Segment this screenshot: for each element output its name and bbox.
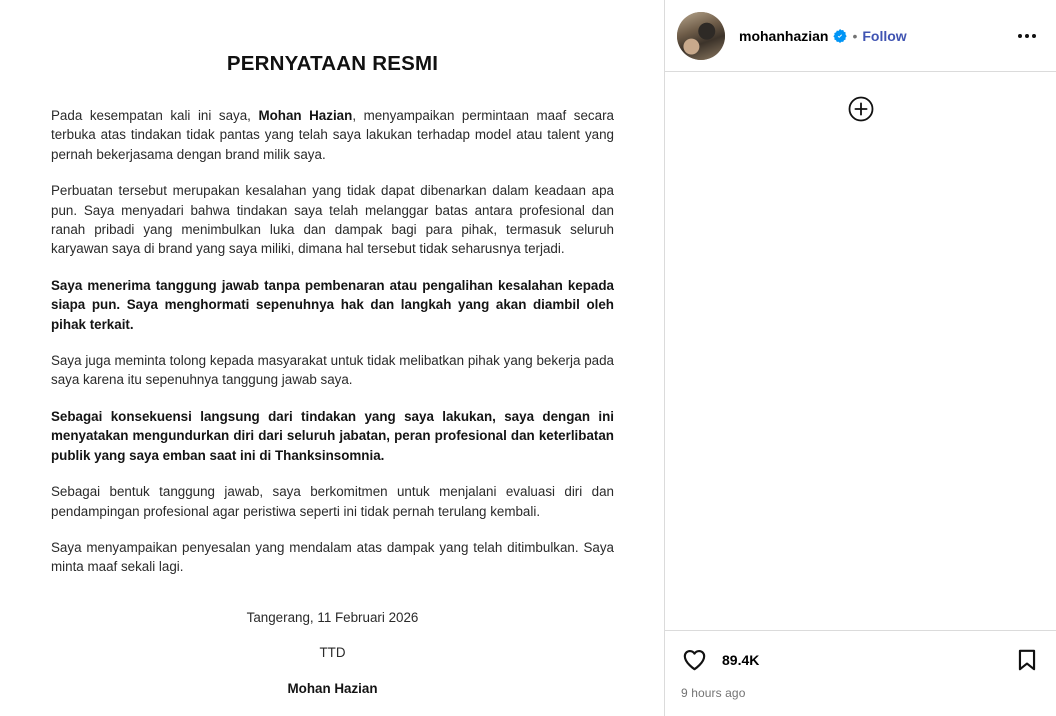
paragraph-text: Pada kesempatan kali ini saya, [51,108,259,123]
paragraph-text: , menyampaikan permintaan maaf secara terbuka atas tindakan tidak pantas yang telah saya lakukan terhadap model atau talent yang pernah bekerjasama dengan brand milik saya. [51,108,614,162]
statement-document [51,0,614,698]
post-timestamp: 9 hours ago [681,686,746,700]
header-separator: • [852,27,858,44]
paragraph-text: Sebagai bentuk tanggung jawab, saya berkomitmen untuk menjalani evaluasi diri dan pendampingan profesional agar peristiwa seperti ini tidak pernah terulang kembali. [51,484,614,519]
document-title: PERNYATAAN RESMI [226,52,439,75]
document-paragraph [51,407,614,465]
signature-name: Mohan Hazian [287,680,378,696]
document-body [51,106,614,577]
plus-circle-icon[interactable] [847,95,875,123]
more-options-icon [1015,24,1039,48]
bookmark-icon [1014,647,1040,673]
follow-button[interactable]: Follow [862,27,907,44]
document-paragraph [51,106,614,164]
paragraph-text: Saya menyampaikan penyesalan yang mendalam atas dampak yang telah ditimbulkan. Saya minta maaf sekali lagi. [51,539,614,575]
more-options-button[interactable] [1010,19,1044,53]
paragraph-text: Perbuatan tersebut merupakan kesalahan yang tidak dapat dibenarkan dalam keadaan apa pun. Saya menyadari bahwa tindakan saya telah melanggar batas antara profesional dan ranah pribadi yang menimbulkan luka dan dampak bagi para pihak, termasuk seluruh karyawan saya di brand yang saya miliki, dimana hal tersebut tidak seharusnya terjadi. [51,183,614,257]
avatar-image [677,12,725,60]
save-button[interactable] [1014,647,1040,673]
verified-badge-icon [833,29,847,43]
post-header [665,0,1056,72]
like-count: 89.4K [722,651,760,668]
emphasized-text: Mohan Hazian [258,108,353,123]
action-row [681,646,1040,673]
heart-icon [681,646,708,673]
like-button[interactable] [681,646,708,673]
emphasized-text: Saya menerima tanggung jawab tanpa pembenaran atau pengalihan kesalahan kepada siapa pun. Saya menghormati sepenuhnya hak dan langkah yang akan diambil oleh pihak terkait. [51,277,614,332]
paragraph-text: Saya juga meminta tolong kepada masyarakat untuk tidak melibatkan pihak yang bekerja pada saya karena itu sepenuhnya tanggung jawab saya. [51,353,614,388]
document-paragraph [51,276,614,334]
add-comment-row [665,95,1056,123]
document-paragraph [51,351,614,390]
comments-area[interactable] [665,72,1056,630]
emphasized-text: Sebagai konsekuensi langsung dari tindakan yang saya lakukan, saya dengan ini menyatakan mengundurkan diri dari seluruh jabatan, peran profesional dan keterlibatan publik yang saya emban saat ini di Thanksinsomnia. [51,408,614,463]
document-paragraph [51,538,614,577]
post-author-info [739,28,1010,44]
signature-place-date: Tangerang, 11 Februari 2026 [246,609,419,625]
signature-ttd-label: TTD [319,645,346,661]
document-paragraph [51,482,614,521]
document-paragraph [51,181,614,259]
document-signature-block [51,608,614,698]
post-engagement-bar [665,630,1056,716]
post-sidebar [664,0,1056,716]
avatar[interactable] [677,12,725,60]
username-link[interactable]: mohanhazian [739,27,829,44]
